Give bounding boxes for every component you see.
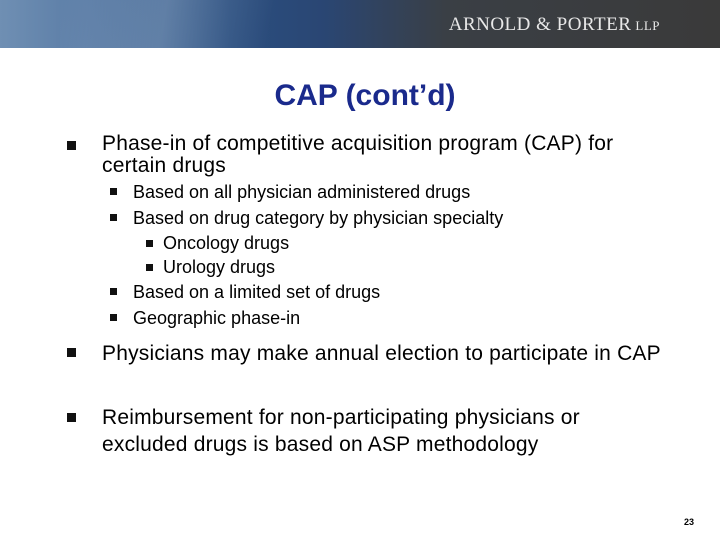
bullet-marker <box>67 348 76 357</box>
bullet-3-text: Reimbursement for non-participating physicians or excluded drugs is based on ASP methodology <box>102 406 580 456</box>
bullet-1-text: Phase-in of competitive acquisition program (CAP) for certain drugs <box>102 132 614 177</box>
bullet-marker <box>110 214 117 221</box>
bullet-marker <box>110 288 117 295</box>
banner-sheen <box>60 0 320 48</box>
bullet-1-sub-2-sub-1-text: Oncology drugs <box>163 233 290 253</box>
bullet-1-sub-3-text: Based on a limited set of drugs <box>133 282 381 302</box>
bullet-marker <box>110 188 117 195</box>
bullet-1-sub-1-text: Based on all physician administered drugs <box>133 182 471 202</box>
firm-suffix: LLP <box>635 18 660 33</box>
bullet-2-text: Physicians may make annual election to participate in CAP <box>102 342 661 365</box>
bullet-1-sub-2-sub-2-text: Urology drugs <box>163 257 276 277</box>
firm-logo <box>449 14 660 36</box>
bullet-marker <box>110 314 117 321</box>
bullet-marker <box>146 240 153 247</box>
page-number: 23 <box>683 517 694 527</box>
bullet-marker <box>67 413 76 422</box>
bullet-1-sub-4-text: Geographic phase-in <box>133 308 301 328</box>
bullet-1-sub-2-text: Based on drug category by physician specialty <box>133 208 504 228</box>
header-banner <box>0 0 720 48</box>
slide-title: CAP (cont’d) <box>274 79 456 112</box>
bullet-marker <box>146 264 153 271</box>
bullet-marker <box>67 141 76 150</box>
firm-name: ARNOLD & PORTER <box>448 14 632 35</box>
